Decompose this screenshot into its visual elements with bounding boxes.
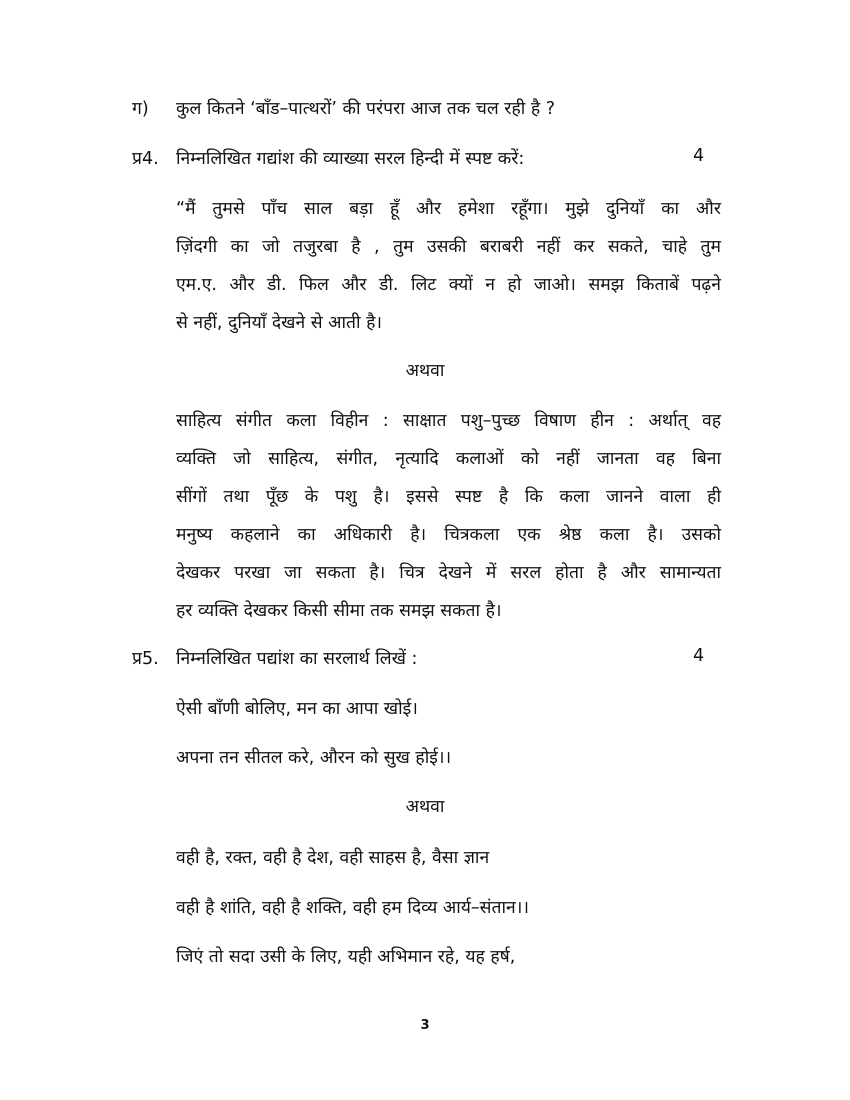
- verse-b-line: वही है, रक्त, वही है देश, वही साहस है, वैसा ज्ञान: [176, 848, 490, 868]
- passage-a-line: “मैं तुमसे पाँच साल बड़ा हूँ और हमेशा रहूँगा। मुझे दुनियाँ का और: [176, 199, 721, 219]
- passage-b-line: मनुष्य कहलाने का अधिकारी है। चित्रकला एक श्रेष्ठ कला है। उसको: [176, 525, 721, 545]
- question-4-marks: 4: [693, 146, 705, 166]
- question-5-label: प्र5.: [132, 649, 159, 669]
- question-text-g: कुल कितने ‘बाँड–पात्थरों’ की परंपरा आज तक चल रही है ?: [176, 99, 555, 119]
- verse-a-line: ऐसी बाँणी बोलिए, मन का आपा खोई।: [176, 699, 418, 719]
- passage-a-line: से नहीं, दुनियाँ देखने से आती है।: [176, 313, 382, 333]
- passage-a-line: एम.ए. और डी. फिल और डी. लिट क्यों न हो जाओ। समझ किताबें पढ़ने: [176, 275, 721, 295]
- verse-a-line: अपना तन सीतल करे, औरन को सुख होई।।: [176, 748, 452, 768]
- page-number: 3: [420, 1018, 430, 1033]
- passage-a-line: ज़िंदगी का जो तजुरबा है , तुम उसकी बराबरी नहीं कर सकते, चाहे तुम: [176, 237, 721, 257]
- question-5-prompt: निम्नलिखित पद्यांश का सरलार्थ लिखें :: [176, 649, 418, 669]
- passage-b-line: हर व्यक्ति देखकर किसी सीमा तक समझ सकता है।: [176, 601, 502, 621]
- question-label-g: ग): [132, 99, 149, 119]
- question-5-marks: 4: [693, 646, 705, 666]
- verse-b-line: वही है शांति, वही है शक्ति, वही हम दिव्य आर्य–संतान।।: [176, 898, 529, 918]
- passage-b-line: सींगों तथा पूँछ के पशु है। इससे स्पष्ट है कि कला जानने वाला ही: [176, 487, 721, 507]
- question-4-label: प्र4.: [132, 149, 159, 169]
- passage-b-line: व्यक्ति जो साहित्य, संगीत, नृत्यादि कलाओं को नहीं जानता वह बिना: [176, 449, 721, 469]
- verse-b-line: जिएं तो सदा उसी के लिए, यही अभिमान रहे, यह हर्ष,: [176, 947, 516, 967]
- question-4-prompt: निम्नलिखित गद्यांश की व्याख्या सरल हिन्दी में स्पष्ट करें:: [176, 149, 525, 169]
- passage-b-line: देखकर परखा जा सकता है। चित्र देखने में सरल होता है और सामान्यता: [176, 563, 721, 583]
- passage-b-line: साहित्य संगीत कला विहीन : साक्षात पशु–पुच्छ विषाण हीन : अर्थात् वह: [176, 411, 721, 431]
- or-divider: अथवा: [405, 361, 445, 381]
- or-divider: अथवा: [405, 797, 445, 817]
